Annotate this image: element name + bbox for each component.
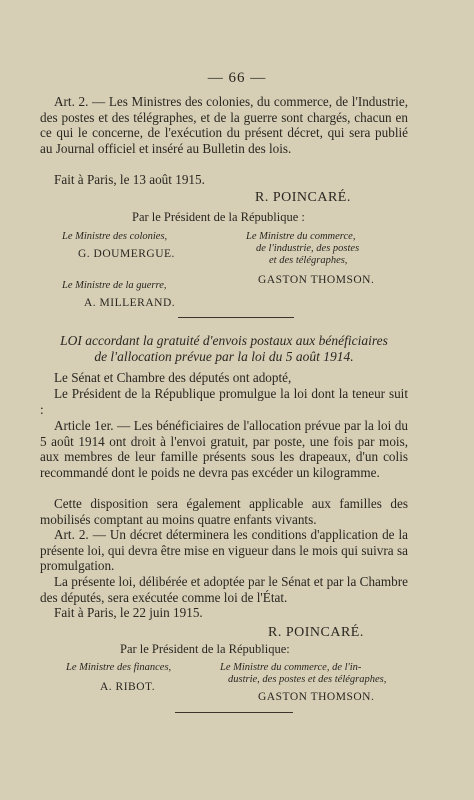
law-article-2: Art. 2. — Un décret déterminera les conditions d'application de la présente loi, qui devra être mise en vigueur dans le mois qui suivra sa promulgation.: [40, 527, 408, 574]
decree-by-president: Par le Président de la République :: [132, 210, 305, 224]
law-by-president: Par le Président de la République:: [120, 642, 290, 656]
decree-minister-colonies-title: Le Ministre des colonies,: [62, 231, 168, 242]
law-adopted: Le Sénat et Chambre des députés ont adopté,: [54, 370, 292, 385]
law-article-1: Article 1er. — Les bénéficiaires de l'allocation prévue par la loi du 5 août 1914 ont droit à l'envoi gratuit, par poste, une fois par mois, aux membres de leur famille présents sous les drapeaux, d'un colis recommandé dont le poids ne devra pas excéder un kilogramme.: [40, 418, 408, 480]
law-signer: R. POINCARÉ.: [268, 625, 364, 640]
section-divider: [178, 317, 294, 318]
law-minister-finances-name: A. RIBOT.: [100, 681, 156, 693]
end-divider: [175, 712, 293, 713]
decree-minister-commerce-title-1: Le Ministre du commerce,: [246, 231, 356, 242]
law-promulgation: Le Président de la République promulgue la loi dont la teneur suit :: [40, 386, 408, 417]
law-title-line-1: LOI accordant la gratuité d'envois postaux aux bénéficiaires: [60, 333, 388, 348]
decree-minister-commerce-title-2: de l'industrie, des postes: [256, 243, 360, 254]
decree-signer: R. POINCARÉ.: [255, 190, 351, 205]
law-minister-finances-title: Le Ministre des finances,: [66, 662, 172, 673]
law-execution: La présente loi, délibérée et adoptée par le Sénat et par la Chambre des députés, sera exécutée comme loi de l'État.: [40, 574, 408, 605]
law-article-1-extension: Cette disposition sera également applicable aux familles des mobilisés comptant au moins quatre enfants vivants.: [40, 496, 408, 527]
law-minister-commerce-title-1: Le Ministre du commerce, de l'in-: [220, 662, 362, 673]
decree-minister-commerce-name: GASTON THOMSON.: [258, 274, 375, 286]
page-number: — 66 —: [207, 70, 267, 86]
decree-minister-war-name: A. MILLERAND.: [84, 297, 176, 309]
law-minister-commerce-name: GASTON THOMSON.: [258, 691, 375, 703]
law-title-line-2: de l'allocation prévue par la loi du 5 août 1914.: [94, 349, 354, 364]
law-minister-commerce-title-2: dustrie, des postes et des télégraphes,: [228, 674, 387, 685]
law-done-date: Fait à Paris, le 22 juin 1915.: [54, 605, 203, 620]
decree-article-2: Art. 2. — Les Ministres des colonies, du commerce, de l'Industrie, des postes et des télégraphes, et de la guerre sont chargés, chacun en ce qui le concerne, de l'exécution du présent décret, qui sera publié au Journal officiel et inséré au Bulletin des lois.: [40, 94, 408, 156]
decree-minister-colonies-name: G. DOUMERGUE.: [78, 248, 175, 260]
decree-done-date: Fait à Paris, le 13 août 1915.: [54, 172, 205, 187]
decree-minister-commerce-title-3: et des télégraphes,: [269, 255, 348, 266]
decree-minister-war-title: Le Ministre de la guerre,: [62, 280, 167, 291]
